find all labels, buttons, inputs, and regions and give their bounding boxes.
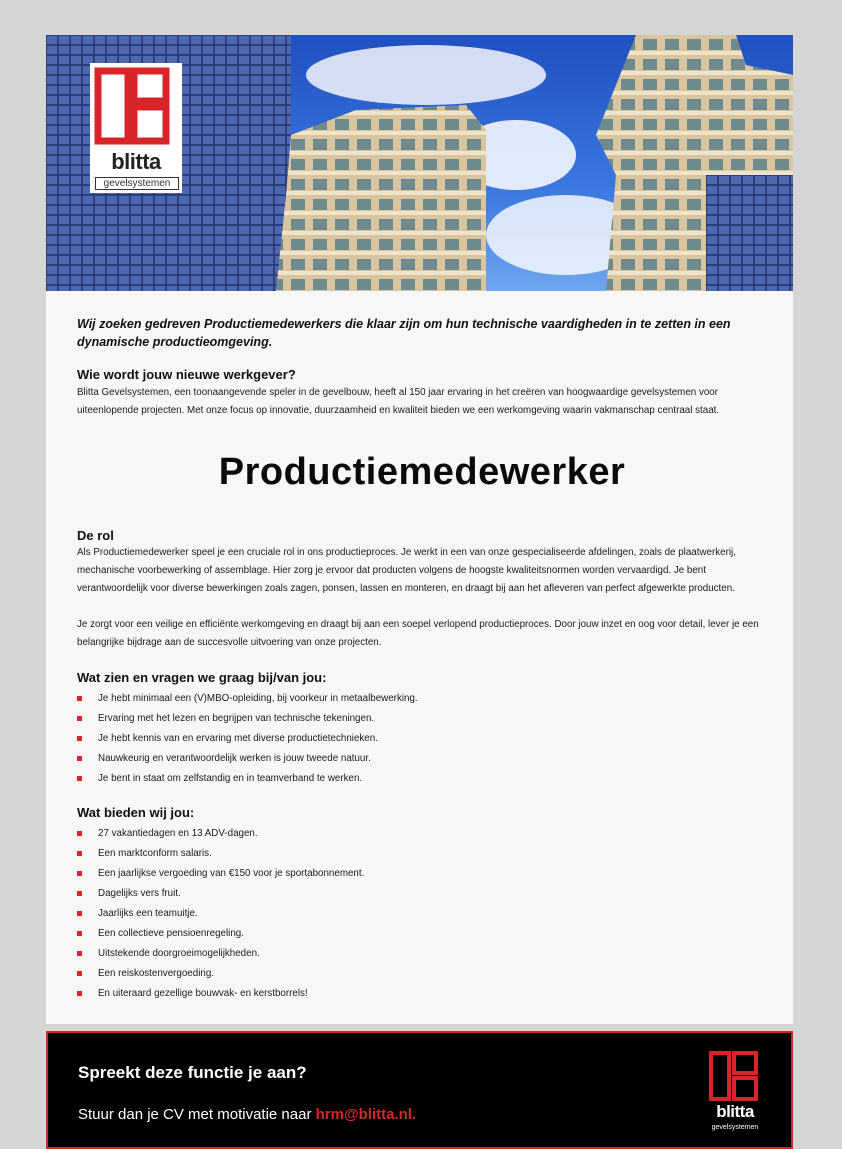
list-item: Een collectieve pensioenregeling.	[77, 924, 364, 944]
logo-mark-icon	[90, 63, 182, 153]
bullet-square-icon	[77, 736, 82, 741]
offer-heading: Wat bieden wij jou:	[77, 805, 195, 820]
role-paragraph-2: Je zorgt voor een veilige en efficiënte werkomgeving en draagt bij aan een soepel verlopend productieproces. Door jouw inzet en oog voor detail, lever je een belangrijke bijdrage aan de succesvolle uitvoering van onze projecten.	[77, 619, 759, 648]
intro-text: Wij zoeken gedreven Productiemedewerkers die klaar zijn om hun technische vaardigheden in te zetten in een dynamische productieomgeving.	[77, 317, 731, 349]
offer-list	[77, 824, 364, 1004]
bullet-square-icon	[77, 991, 82, 996]
logo-tagline: gevelsystemen	[95, 177, 179, 190]
bullet-square-icon	[77, 951, 82, 956]
brand-logo	[90, 63, 182, 193]
list-item: Je bent in staat om zelfstandig en in teamverband te werken.	[77, 769, 418, 789]
bullet-square-icon	[77, 891, 82, 896]
logo-wordmark: blitta	[111, 149, 161, 174]
vacancy-page	[46, 35, 793, 1024]
logo-mark-icon	[708, 1050, 762, 1102]
list-item: Dagelijks vers fruit.	[77, 884, 364, 904]
footer-cta	[78, 1106, 416, 1123]
role-heading: De rol	[77, 528, 114, 543]
employer-heading: Wie wordt jouw nieuwe werkgever?	[77, 367, 296, 382]
hero-image	[46, 35, 793, 291]
bullet-square-icon	[77, 716, 82, 721]
list-item: Ervaring met het lezen en begrijpen van technische tekeningen.	[77, 709, 418, 729]
footer-cta-text: Stuur dan je CV met motivatie naar	[78, 1106, 312, 1123]
footer-logo	[706, 1050, 764, 1140]
footer-logo-wordmark: blitta	[716, 1102, 754, 1121]
employer-text: Blitta Gevelsystemen, een toonaangevende speler in de gevelbouw, heeft al 150 jaar ervaring in het creëren van hoogwaardige gevelsystemen voor uiteenlopende projecten. Met onze focus op innovatie, duurzaamheid en kwaliteit bieden we een werkomgeving waarin vakmanschap centraal staat.	[77, 387, 720, 416]
list-item: 27 vakantiedagen en 13 ADV-dagen.	[77, 824, 364, 844]
footer-title: Spreekt deze functie je aan?	[78, 1063, 307, 1082]
list-item: Een jaarlijkse vergoeding van €150 voor je sportabonnement.	[77, 864, 364, 884]
bullet-square-icon	[77, 756, 82, 761]
contact-footer	[46, 1031, 793, 1149]
job-title: Productiemedewerker	[218, 451, 626, 493]
list-item: En uiteraard gezellige bouwvak- en kerstborrels!	[77, 984, 364, 1004]
list-item: Uitstekende doorgroeimogelijkheden.	[77, 944, 364, 964]
bullet-square-icon	[77, 851, 82, 856]
list-item: Jaarlijks een teamuitje.	[77, 904, 364, 924]
role-paragraph-1: Als Productiemedewerker speel je een cruciale rol in ons productieproces. Je werkt in een van onze gespecialiseerde afdelingen, zoals de plaatwerkerij, mechanische voorbewerking of assemblage. Hier zorg je ervoor dat producten volgens de hoogste kwaliteitsnormen worden vervaardigd. Je bent verantwoordelijk voor diverse bewerkingen zoals zagen, ponsen, lassen en monteren, en draagt bij aan het afleveren van perfect afgewerkte producten.	[77, 547, 736, 594]
bullet-square-icon	[77, 776, 82, 781]
bullet-square-icon	[77, 871, 82, 876]
bullet-square-icon	[77, 831, 82, 836]
requirements-list	[77, 689, 418, 789]
bullet-square-icon	[77, 971, 82, 976]
list-item: Je hebt minimaal een (V)MBO-opleiding, bij voorkeur in metaalbewerking.	[77, 689, 418, 709]
bullet-square-icon	[77, 696, 82, 701]
list-item: Je hebt kennis van en ervaring met diverse productietechnieken.	[77, 729, 418, 749]
list-item: Nauwkeurig en verantwoordelijk werken is jouw tweede natuur.	[77, 749, 418, 769]
list-item: Een marktconform salaris.	[77, 844, 364, 864]
email-link[interactable]: hrm@blitta.nl.	[315, 1106, 417, 1123]
requirements-heading: Wat zien en vragen we graag bij/van jou:	[77, 670, 327, 685]
bullet-square-icon	[77, 911, 82, 916]
bullet-square-icon	[77, 931, 82, 936]
footer-logo-tagline: gevelsystemen	[711, 1124, 759, 1131]
list-item: Een reiskostenvergoeding.	[77, 964, 364, 984]
